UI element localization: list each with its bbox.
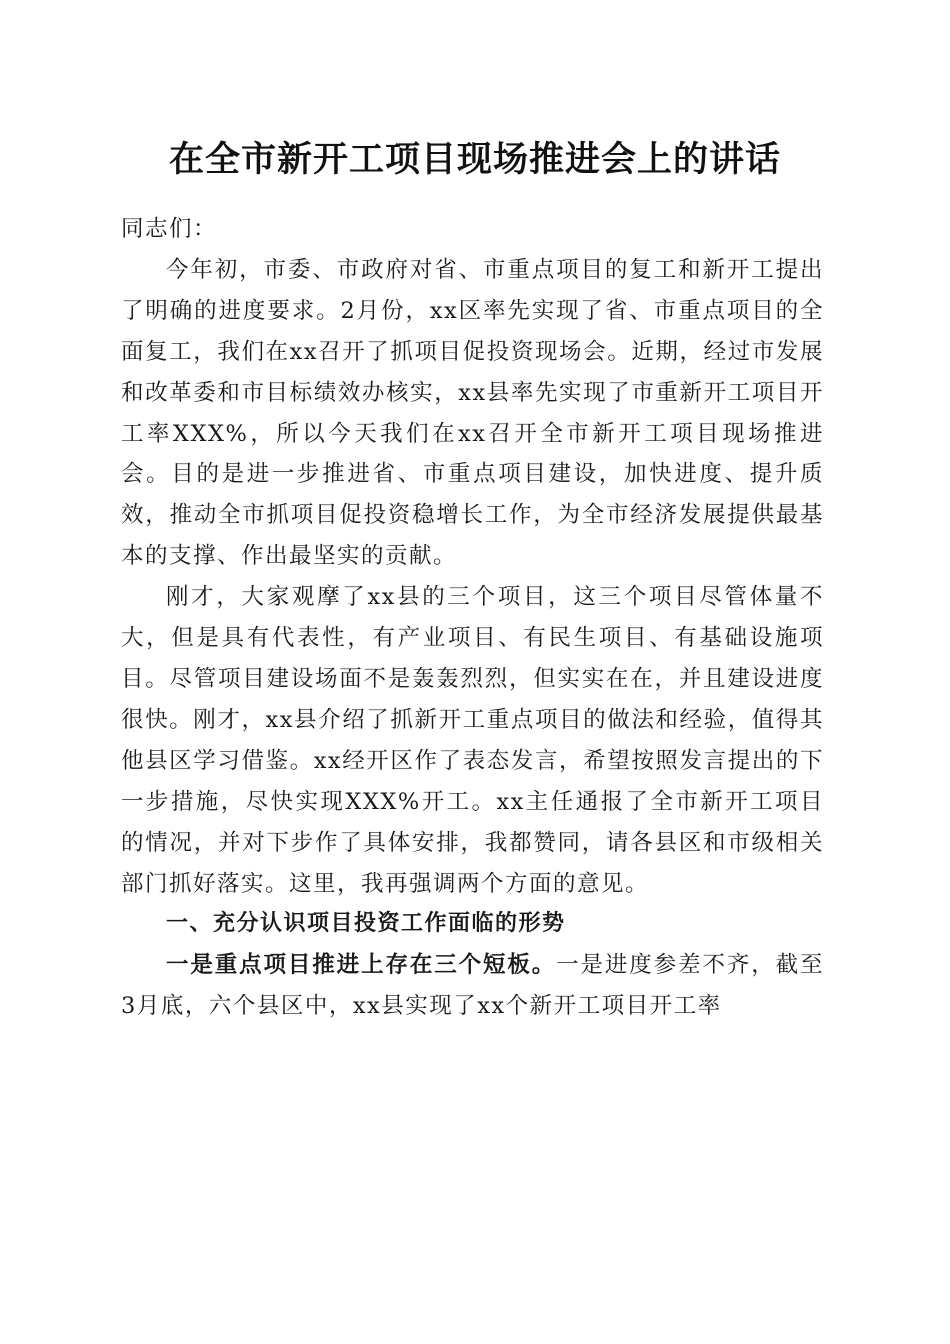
paragraph-1: 今年初，市委、市政府对省、市重点项目的复工和新开工提出了明确的进度要求。2月份，xx区率先实现了省、市重点项目的全面复工，我们在xx召开了抓项目促投资现场会。近期，经过市发展和改革委和市目标绩效办核实，xx县率先实现了市重新开工项目开工率XXX%，所以今天我们在xx召开全市新开工项目现场推进会。目的是进一步推进省、市重点项目建设，加快进度、提升质效，推动全市抓项目促投资稳增长工作，为全市经济发展提供最基本的支撑、作出最坚实的贡献。 bbox=[121, 256, 824, 570]
paragraph-3-lead: 一是重点项目推进上存在三个短板。 bbox=[166, 952, 557, 979]
paragraph-3-text: 一是进度参差不齐，截至3月底，六个县区中，xx县实现了xx个新开工项目开工率 bbox=[121, 952, 824, 1020]
document-body bbox=[121, 209, 824, 1027]
paragraph-2: 刚才，大家观摩了xx县的三个项目，这三个项目尽管体量不大，但是具有代表性，有产业项目、有民生项目、有基础设施项目。尽管项目建设场面不是轰轰烈烈，但实实在在，并且建设进度很快。刚才，xx县介绍了抓新开工重点项目的做法和经验，值得其他县区学习借鉴。xx经开区作了表态发言，希望按照发言提出的下一步措施，尽快实现XXX%开工。xx主任通报了全市新开工项目的情况，并对下步作了具体安排，我都赞同，请各县区和市级相关部门抓好落实。这里，我再强调两个方面的意见。 bbox=[121, 584, 824, 897]
salutation: 同志们： bbox=[121, 216, 218, 242]
section-heading-1: 一、充分认识项目投资工作面临的形势 bbox=[166, 911, 566, 937]
paragraph-3 bbox=[121, 945, 824, 1027]
document-title: 在全市新开工项目现场推进会上的讲话 bbox=[168, 139, 781, 180]
